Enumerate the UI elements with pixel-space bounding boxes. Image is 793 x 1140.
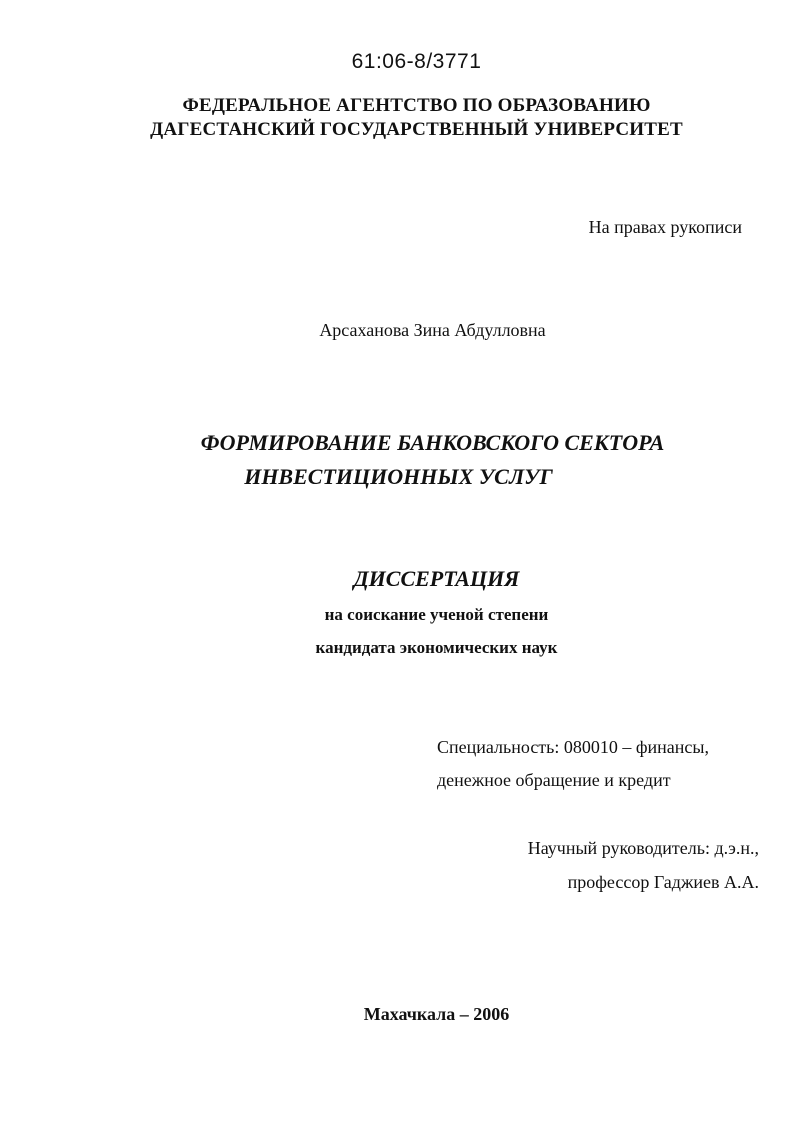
city-year: Махачкала – 2006 [363,1004,510,1024]
supervisor-line-1: Научный руководитель: д.э.н., [527,838,759,858]
manuscript-rights-note: На правах рукописи [588,217,742,237]
specialty-line-1: Специальность: 080010 – финансы, [437,737,710,757]
thesis-title-line-2: ИНВЕСТИЦИОННЫХ УСЛУГ [244,464,553,489]
degree-line-2: кандидата экономических наук [315,638,558,657]
catalog-code: 61:06-8/3771 [351,50,482,73]
organization-line-1: ФЕДЕРАЛЬНОЕ АГЕНТСТВО ПО ОБРАЗОВАНИЮ [182,95,651,116]
author-name: Арсаханова Зина Абдулловна [319,320,546,340]
work-type: ДИССЕРТАЦИЯ [353,566,520,591]
thesis-title-line-1: ФОРМИРОВАНИЕ БАНКОВСКОГО СЕКТОРА [200,430,665,455]
specialty-line-2: денежное обращение и кредит [437,770,671,790]
supervisor-line-2: профессор Гаджиев А.А. [567,872,759,892]
degree-line-1: на соискание ученой степени [324,605,549,624]
organization-line-2: ДАГЕСТАНСКИЙ ГОСУДАРСТВЕННЫЙ УНИВЕРСИТЕТ [150,119,683,140]
